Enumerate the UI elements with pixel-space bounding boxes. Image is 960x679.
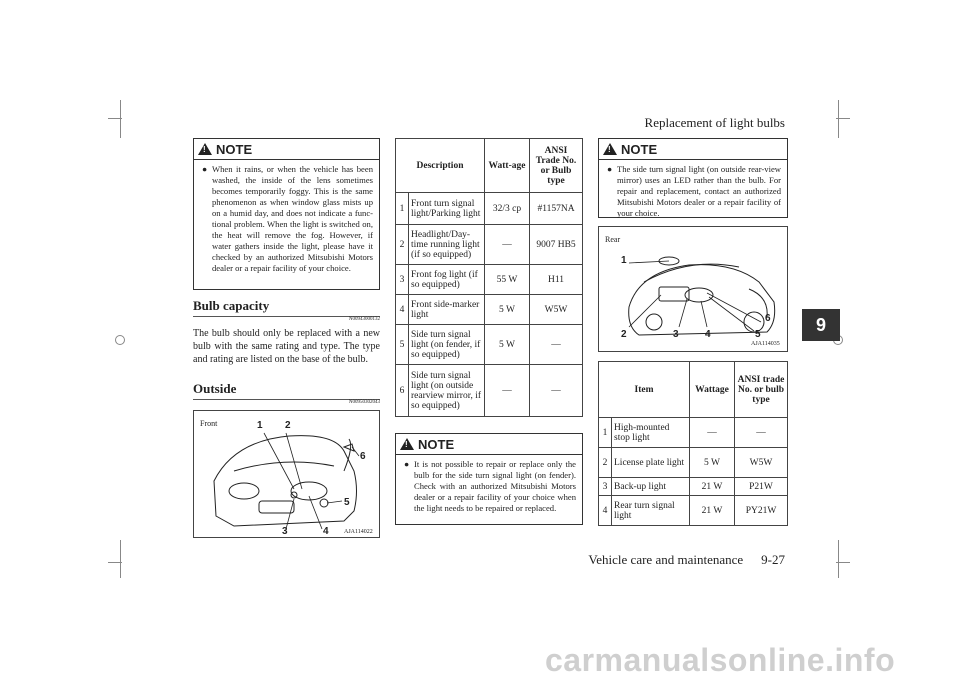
note-text: It is not possible to repair or replace only the bulb for the side turn signal light (on fender). Check with an authorized Mitsubishi Motors dealer or a repair facility of your choice when the light needs to be repaired or replaced. xyxy=(414,459,576,513)
column-header: ANSI Trade No. or Bulb type xyxy=(530,139,583,193)
row-ansi: — xyxy=(530,365,583,417)
body-paragraph: The bulb should only be replaced with a new bulb with the same rating and type. The type and rating are listed on the base of the bulb. xyxy=(193,328,380,365)
table-row xyxy=(396,225,583,265)
row-number: 5 xyxy=(396,325,409,365)
row-description: Front fog light (if so equipped) xyxy=(409,265,485,295)
table-row xyxy=(396,265,583,295)
row-number: 1 xyxy=(396,193,409,225)
registration-mark xyxy=(115,335,125,345)
column-header: Description xyxy=(396,139,485,193)
callout-label: 4 xyxy=(323,526,329,537)
figure-label: Rear xyxy=(605,235,621,244)
crop-mark xyxy=(836,562,850,563)
row-wattage: — xyxy=(690,418,735,448)
callout-label: 4 xyxy=(705,329,711,340)
table-row xyxy=(396,193,583,225)
table-header-row xyxy=(396,139,583,193)
callout-label: 3 xyxy=(282,526,288,537)
note-box xyxy=(193,138,380,290)
column-header: Watt-age xyxy=(485,139,530,193)
row-wattage: 5 W xyxy=(485,295,530,325)
bullet-icon: ● xyxy=(607,164,613,174)
row-ansi: — xyxy=(735,418,788,448)
row-number: 4 xyxy=(396,295,409,325)
crop-mark xyxy=(108,562,122,563)
callout-label: 2 xyxy=(621,329,627,340)
callout-label: 3 xyxy=(673,329,679,340)
row-number: 2 xyxy=(599,448,612,478)
table-row xyxy=(599,496,788,526)
crop-mark xyxy=(838,540,839,578)
rear-car-figure xyxy=(598,226,788,352)
crop-mark xyxy=(838,100,839,138)
row-ansi: 9007 HB5 xyxy=(530,225,583,265)
front-bulb-table xyxy=(395,138,583,417)
note-label: NOTE xyxy=(418,436,455,452)
row-wattage: 55 W xyxy=(485,265,530,295)
column-header: ANSI trade No. or bulb type xyxy=(735,362,788,418)
note-box xyxy=(598,138,788,218)
figure-code: AJA114022 xyxy=(344,529,373,535)
row-wattage: 21 W xyxy=(690,496,735,526)
bullet-icon: ● xyxy=(404,459,410,469)
row-description: Back-up light xyxy=(612,478,690,496)
warning-icon xyxy=(198,143,212,155)
footer-page-number: 9-27 xyxy=(761,552,785,567)
table-header-row xyxy=(599,362,788,418)
note-header xyxy=(599,139,787,160)
callout-label: 6 xyxy=(765,313,771,324)
row-number: 2 xyxy=(396,225,409,265)
note-label: NOTE xyxy=(216,141,253,157)
row-ansi: — xyxy=(530,325,583,365)
row-wattage: — xyxy=(485,225,530,265)
row-ansi: H11 xyxy=(530,265,583,295)
note-label: NOTE xyxy=(621,141,658,157)
callout-label: 2 xyxy=(285,420,291,431)
row-number: 4 xyxy=(599,496,612,526)
warning-icon xyxy=(603,143,617,155)
section-heading: Bulb capacity xyxy=(193,298,380,317)
row-description: Side turn signal light (on outside rearview mirror, if so equipped) xyxy=(409,365,485,417)
row-number: 3 xyxy=(599,478,612,496)
callout-label: 5 xyxy=(755,329,761,340)
table-row xyxy=(396,365,583,417)
row-wattage: 5 W xyxy=(690,448,735,478)
note-header xyxy=(396,434,582,455)
row-wattage: 21 W xyxy=(690,478,735,496)
row-number: 1 xyxy=(599,418,612,448)
section-code: N00943000132 xyxy=(348,317,380,322)
row-ansi: W5W xyxy=(530,295,583,325)
table-row xyxy=(599,418,788,448)
warning-icon xyxy=(400,438,414,450)
callout-label: 1 xyxy=(257,420,263,431)
table-row xyxy=(396,295,583,325)
row-wattage: 5 W xyxy=(485,325,530,365)
figure-label: Front xyxy=(200,419,218,428)
crop-mark xyxy=(836,118,850,119)
chapter-tab: 9 xyxy=(802,309,840,341)
row-description: License plate light xyxy=(612,448,690,478)
watermark: carmanualsonline.info xyxy=(545,642,896,678)
page-footer xyxy=(588,552,785,568)
row-ansi: P21W xyxy=(735,478,788,496)
section-heading: Outside xyxy=(193,381,380,400)
row-description: High-mounted stop light xyxy=(612,418,690,448)
section-code: N00950302043 xyxy=(348,400,380,405)
table-row xyxy=(599,448,788,478)
crop-mark xyxy=(108,118,122,119)
note-box xyxy=(395,433,583,525)
row-ansi: #1157NA xyxy=(530,193,583,225)
table-row xyxy=(396,325,583,365)
bullet-icon: ● xyxy=(202,164,208,174)
row-description: Rear turn signal light xyxy=(612,496,690,526)
note-text: The side turn signal light (on outside rear-view mirror) uses an LED rather than the bulb. For repair and replacement, contact an authorized Mitsubishi Motors dealer or a repair facility of your choice. xyxy=(617,164,781,218)
crop-mark xyxy=(120,100,121,138)
note-text: When it rains, or when the vehicle has been washed, the inside of the lens sometimes becomes temporarily foggy. This is the same phenomenon as when window glass mists up on a humid day, and does not indicate a func-tional problem. When the light is switched on, the heat will remove the fog. However, if water gathers inside the light, please have it checked by an authorized Mitsubishi Motors dealer or a repair facility of your choice. xyxy=(212,164,373,273)
page-header-title: Replacement of light bulbs xyxy=(644,115,785,130)
row-description: Headlight/Day-time running light (if so equipped) xyxy=(409,225,485,265)
row-wattage: — xyxy=(485,365,530,417)
footer-section: Vehicle care and maintenance xyxy=(588,552,744,567)
callout-label: 6 xyxy=(360,451,366,462)
row-number: 6 xyxy=(396,365,409,417)
row-ansi: W5W xyxy=(735,448,788,478)
note-header xyxy=(194,139,379,160)
callout-label: 1 xyxy=(621,255,627,266)
row-ansi: PY21W xyxy=(735,496,788,526)
crop-mark xyxy=(120,540,121,578)
row-number: 3 xyxy=(396,265,409,295)
front-car-figure xyxy=(193,410,380,538)
row-wattage: 32/3 cp xyxy=(485,193,530,225)
row-description: Front turn signal light/Parking light xyxy=(409,193,485,225)
row-description: Front side-marker light xyxy=(409,295,485,325)
table-row xyxy=(599,478,788,496)
figure-code: AJA114035 xyxy=(751,341,780,347)
rear-bulb-table xyxy=(598,361,788,526)
column-header: Wattage xyxy=(690,362,735,418)
row-description: Side turn signal light (on fender, if so equipped) xyxy=(409,325,485,365)
column-header: Item xyxy=(599,362,690,418)
callout-label: 5 xyxy=(344,497,350,508)
